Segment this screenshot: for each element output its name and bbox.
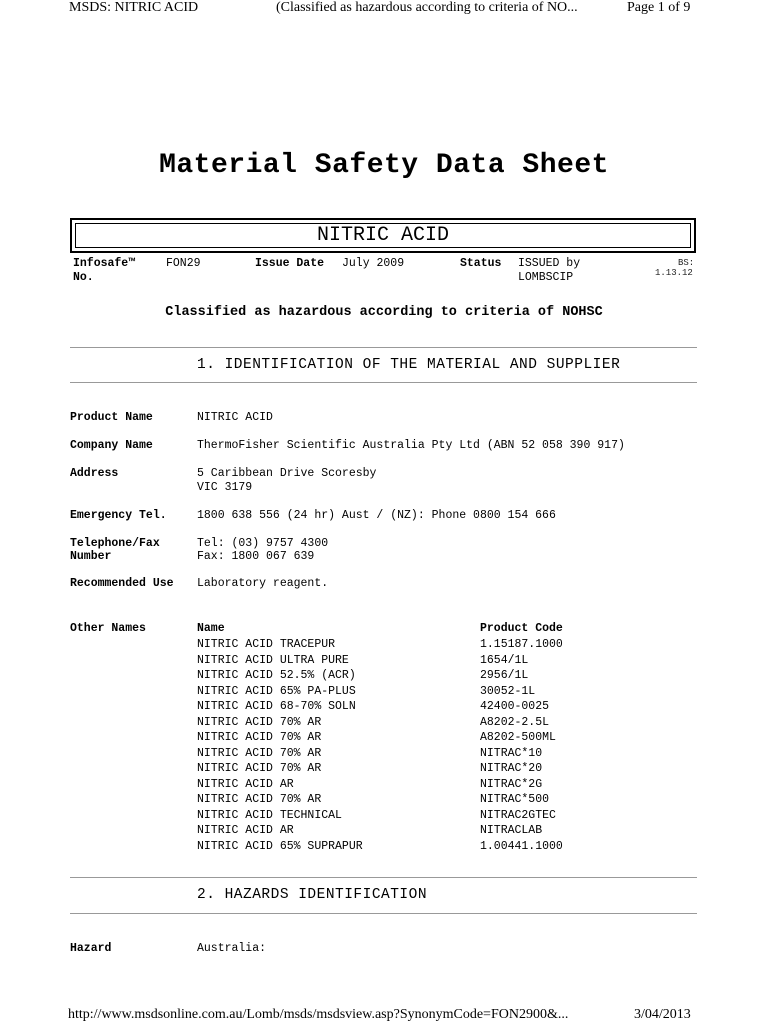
product-code-entry: 1.15187.1000 (480, 638, 563, 651)
other-name-entry: NITRIC ACID 65% SUPRAPUR (197, 839, 363, 853)
telephone-value: Tel: (03) 9757 4300 (197, 537, 329, 550)
product-code-entry: NITRAC*10 (480, 746, 543, 760)
address-line-1: 5 Caribbean Drive Scoresby (197, 467, 377, 480)
infosafe-label-no: No. (73, 271, 94, 284)
infosafe-label: Infosafe™ (73, 257, 136, 270)
status-value: ISSUED by (518, 257, 581, 270)
other-name-entry: NITRIC ACID 52.5% (ACR) (197, 669, 356, 682)
other-name-entry: NITRIC ACID ULTRA PURE (197, 653, 349, 667)
recommended-use-value: Laboratory reagent. (197, 577, 329, 590)
emergency-tel-label: Emergency Tel. (70, 509, 167, 522)
hazard-value: Australia: (197, 942, 267, 955)
section-divider (70, 877, 697, 878)
bs-label: BS: (678, 258, 695, 268)
print-header-page-number: Page 1 of 9 (627, 0, 691, 15)
telephone-fax-label-number: Number (70, 550, 112, 563)
print-footer-date: 3/04/2013 (634, 1007, 691, 1022)
section-2-title: 2. HAZARDS IDENTIFICATION (197, 887, 428, 903)
bs-value: 1.13.12 (655, 268, 693, 278)
status-value-issuer: LOMBSCIP (518, 271, 574, 284)
product-banner-name: NITRIC ACID (316, 224, 450, 247)
section-divider (70, 382, 697, 383)
product-code-entry: 1.00441.1000 (480, 839, 563, 853)
product-code-entry: NITRAC*20 (480, 762, 543, 775)
issue-date-label: Issue Date (255, 257, 325, 270)
product-banner (70, 218, 696, 253)
other-name-entry: NITRIC ACID 68-70% SOLN (197, 700, 356, 713)
status-label: Status (460, 257, 502, 270)
section-divider (70, 347, 697, 348)
recommended-use-label: Recommended Use (70, 577, 174, 590)
other-name-entry: NITRIC ACID 70% AR (197, 746, 322, 760)
company-name-label: Company Name (70, 439, 153, 452)
other-name-entry: NITRIC ACID 70% AR (197, 793, 322, 806)
other-name-entry: NITRIC ACID 70% AR (197, 762, 322, 775)
fax-value: Fax: 1800 067 639 (197, 550, 315, 563)
document-title: Material Safety Data Sheet (159, 150, 609, 181)
print-header-classification: (Classified as hazardous according to criteria of NO... (276, 0, 578, 15)
section-1-title: 1. IDENTIFICATION OF THE MATERIAL AND SUPPLIER (197, 357, 621, 373)
other-name-entry: NITRIC ACID 70% AR (197, 731, 322, 744)
section-divider (70, 913, 697, 914)
other-name-entry: NITRIC ACID AR (197, 777, 294, 791)
other-name-entry: NITRIC ACID AR (197, 824, 294, 837)
product-code-entry: A8202-2.5L (480, 715, 550, 729)
product-name-label: Product Name (70, 411, 153, 424)
product-code-entry: 30052-1L (480, 684, 536, 698)
product-code-entry: NITRAC*500 (480, 793, 550, 806)
hazard-label: Hazard (70, 942, 112, 955)
product-code-entry: 1654/1L (480, 653, 529, 667)
company-name-value: ThermoFisher Scientific Australia Pty Ltd (ABN 52 058 390 917) (197, 439, 625, 452)
telephone-fax-label: Telephone/Fax (70, 537, 160, 550)
emergency-tel-value: 1800 638 556 (24 hr) Aust / (NZ): Phone 0800 154 666 (197, 509, 556, 522)
address-label: Address (70, 467, 119, 480)
other-name-entry: NITRIC ACID TECHNICAL (197, 808, 342, 822)
product-name-value: NITRIC ACID (197, 411, 273, 424)
table-header-name: Name (197, 622, 225, 635)
address-line-2: VIC 3179 (197, 481, 253, 494)
product-code-entry: NITRAC2GTEC (480, 808, 556, 822)
issue-date-value: July 2009 (342, 257, 405, 270)
product-code-entry: A8202-500ML (480, 731, 556, 744)
print-header-title: MSDS: NITRIC ACID (69, 0, 199, 15)
print-footer-url: http://www.msdsonline.com.au/Lomb/msds/msdsview.asp?SynonymCode=FON2900&... (68, 1007, 569, 1022)
other-name-entry: NITRIC ACID TRACEPUR (197, 638, 336, 651)
other-name-entry: NITRIC ACID 70% AR (197, 715, 322, 729)
other-name-entry: NITRIC ACID 65% PA-PLUS (197, 684, 356, 698)
other-names-label: Other Names (70, 622, 146, 635)
product-code-entry: NITRAC*2G (480, 777, 543, 791)
hazard-classification: Classified as hazardous according to criteria of NOHSC (165, 305, 603, 320)
product-code-entry: 2956/1L (480, 669, 529, 682)
infosafe-number: FON29 (166, 257, 201, 270)
product-code-entry: NITRACLAB (480, 824, 543, 837)
product-code-entry: 42400-0025 (480, 700, 550, 713)
table-header-product-code: Product Code (480, 622, 563, 635)
